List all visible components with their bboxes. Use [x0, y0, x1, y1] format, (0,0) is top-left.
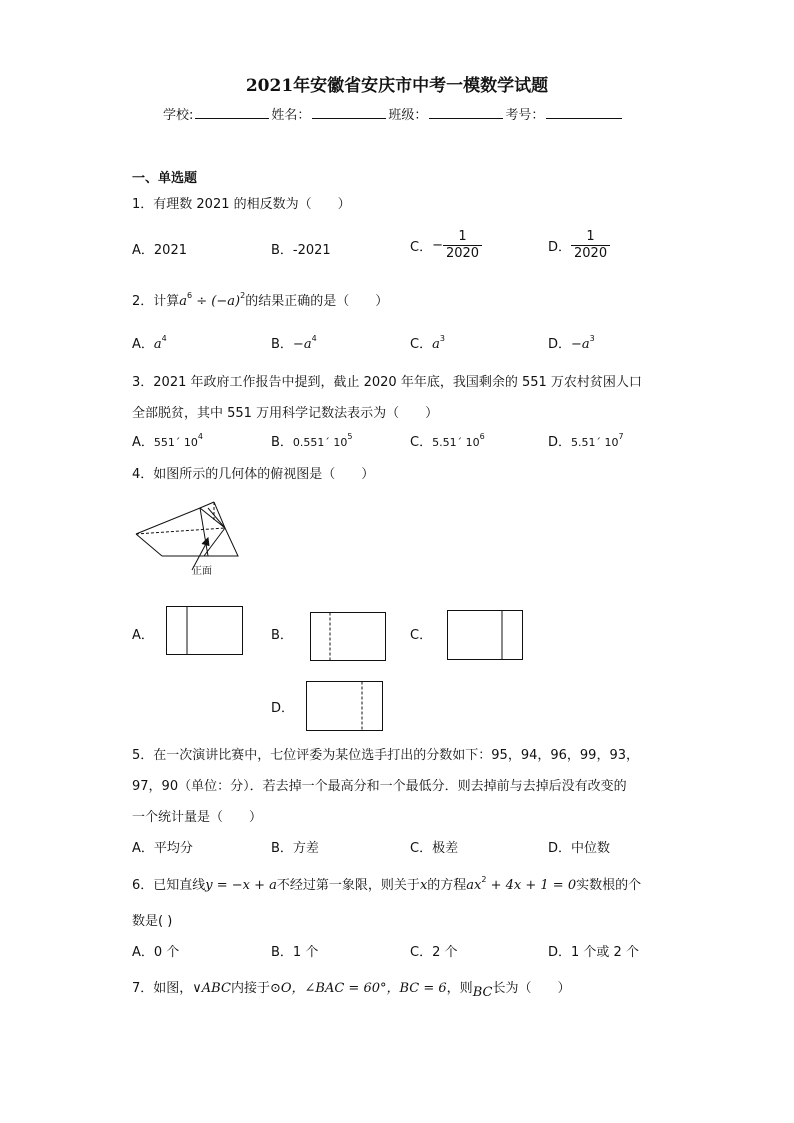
q3-option-b[interactable]: B．0.551´ $10^5$ — [271, 432, 353, 450]
q4-option-d-figure[interactable] — [306, 681, 384, 733]
student-info-line — [163, 104, 624, 123]
page-title: 2021年安徽省安庆市中考一模数学试题 — [245, 76, 549, 96]
option-label: C． — [410, 240, 433, 255]
question-1: 1．有理数 2021 的相反数为（ ） — [132, 197, 351, 212]
name-label: 姓名： — [271, 108, 311, 123]
question-3-line-2: 全部脱贫，其中 551 万用科学记数法表示为（ ） — [132, 406, 439, 421]
exam-no-blank[interactable] — [546, 105, 622, 119]
option-text: 2021 — [153, 243, 187, 258]
question-5-line-1: 5．在一次演讲比赛中，七位评委为某位选手打出的分数如下：95，94，96，99，93， — [132, 748, 639, 763]
q4-option-d-label[interactable]: D． — [271, 701, 295, 716]
q3-option-c[interactable]: C．5.51´ $10^6$ — [410, 432, 485, 450]
question-4: 4．如图所示的几何体的俯视图是（ ） — [132, 467, 375, 482]
q2-option-d[interactable]: D．$-a^3$ — [548, 334, 595, 352]
exam-no-label: 考号： — [505, 108, 545, 123]
q2-option-c[interactable]: C．$a^3$ — [410, 334, 445, 352]
q6-option-a[interactable]: A．0 个 — [132, 945, 180, 960]
arc-bc: BC — [472, 985, 493, 1000]
option-label: D． — [548, 240, 572, 255]
option-text: -2021 — [292, 243, 331, 258]
question-5-line-2: 97，90（单位：分）．若去掉一个最高分和一个最低分．则去掉前与去掉后没有改变的 — [132, 779, 627, 794]
q3-option-d[interactable]: D．5.51´ $10^7$ — [548, 432, 624, 450]
q6-option-d[interactable]: D．1 个或 2 个 — [548, 945, 639, 960]
q6-option-b[interactable]: B．1 个 — [271, 945, 319, 960]
q4-option-c-label[interactable]: C． — [410, 628, 433, 643]
q1-option-a[interactable] — [132, 239, 187, 258]
school-blank[interactable] — [195, 105, 269, 119]
question-6-line-2: 数是( ) — [132, 914, 173, 929]
q4-option-b-figure[interactable] — [310, 612, 388, 662]
minus-sign: − — [432, 238, 443, 253]
q4-option-a-label[interactable]: A． — [132, 628, 154, 643]
q1-option-b[interactable] — [271, 239, 331, 258]
question-6-line-1: 6．已知直线y = −x + a不经过第一象限，则关于x的方程$ax^2 + 4x + 1 = 0$实数根的个 — [132, 875, 642, 893]
fraction: $\frac{1}{2020}$ — [443, 229, 482, 262]
q5-option-b[interactable]: B．方差 — [271, 841, 319, 856]
q6-option-c[interactable]: C．2 个 — [410, 945, 458, 960]
q4-option-c-figure[interactable] — [447, 610, 525, 660]
class-blank[interactable] — [429, 105, 503, 119]
front-label: 正面 — [192, 566, 212, 577]
prism-figure — [130, 500, 250, 580]
q1-option-c[interactable] — [410, 229, 482, 262]
option-label: A． — [132, 243, 154, 258]
q2-option-b[interactable]: B．$-a^4$ — [271, 334, 317, 352]
option-label: B． — [271, 243, 293, 258]
question-5-line-3: 一个统计量是（ ） — [132, 810, 263, 825]
question-2: 2．计算$a^6 \div (-a)^2$的结果正确的是（ ） — [132, 291, 389, 309]
name-blank[interactable] — [312, 105, 386, 119]
q4-option-a-figure[interactable] — [166, 606, 244, 656]
q2-option-a[interactable]: A．$a^4$ — [132, 334, 167, 352]
fraction: $\frac{1}{2020}$ — [571, 229, 610, 262]
q5-option-a[interactable]: A．平均分 — [132, 841, 193, 856]
q4-option-b-label[interactable]: B． — [271, 628, 293, 643]
q3-option-a[interactable]: A．551´ $10^4$ — [132, 432, 203, 450]
q1-option-d[interactable] — [548, 229, 610, 262]
question-3-line-1: 3．2021 年政府工作报告中提到，截止 2020 年年底，我国剩余的 551 万农村贫困人口 — [132, 375, 642, 390]
section-heading: 一、单选题 — [132, 171, 198, 186]
q5-option-c[interactable]: C．极差 — [410, 841, 459, 856]
q5-option-d[interactable]: D．中位数 — [548, 841, 611, 856]
school-label: 学校: — [163, 108, 194, 123]
class-label: 班级： — [388, 108, 428, 123]
question-7: 7．如图，∨ABC内接于⊙O，∠BAC = 60°，BC = 6，则BC长为（ ） — [132, 981, 571, 1000]
